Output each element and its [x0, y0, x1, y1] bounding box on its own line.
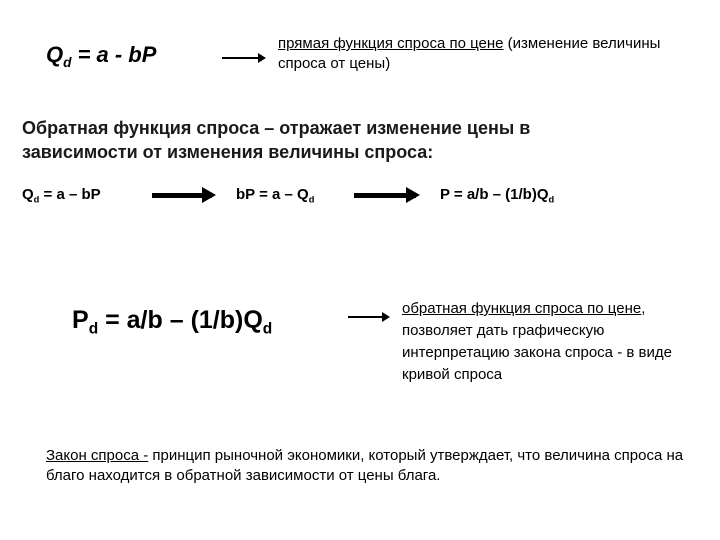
inverse-demand-heading: Обратная функция спроса – отражает изменение цены в зависимости от изменения величины спроса: — [22, 118, 531, 162]
chain-step-2 — [236, 186, 314, 204]
chain-q: Q — [22, 186, 34, 203]
chain-q-subscript: d — [33, 194, 40, 205]
definition-term: прямая функция спроса по цене — [278, 35, 504, 52]
chain-step-3 — [440, 186, 554, 204]
law-of-demand — [46, 446, 686, 486]
chain-rest: = a – bP — [39, 186, 101, 203]
formula-q-subscript: d — [262, 320, 273, 338]
formula-inverse-demand — [72, 306, 272, 338]
arrow-right-icon — [222, 57, 264, 59]
chain-step-2-text: bP = a – Q — [236, 186, 309, 203]
chain-step-2-subscript: d — [308, 194, 315, 205]
definition-text: , позволяет дать графическую интерпретацию закона спроса - в виде кривой спроса — [402, 300, 672, 383]
chain-step-1 — [22, 186, 101, 204]
thick-arrow-right-icon — [354, 193, 416, 198]
formula-p: P — [72, 306, 89, 334]
thick-arrow-right-icon — [152, 193, 212, 198]
definition-text: (изменение величины спроса от цены) — [278, 35, 661, 72]
formula-mid: = a/b – (1/b)Q — [98, 306, 263, 334]
chain-step-3-text: P = a/b – (1/b)Q — [440, 186, 549, 203]
formula-p-subscript: d — [88, 320, 99, 338]
chain-step-3-subscript: d — [548, 194, 555, 205]
inverse-demand-definition — [402, 298, 692, 386]
formula-q: Q — [46, 42, 64, 67]
law-text: принцип рыночной экономики, который утверждает, что величина спроса на благо находится в обратной зависимости от цены блага. — [46, 447, 684, 484]
formula-rest: = a - bP — [71, 42, 157, 67]
law-term: Закон спроса - — [46, 447, 149, 464]
formula-q-subscript: d — [63, 54, 72, 70]
direct-demand-definition — [278, 34, 698, 74]
formula-direct-demand — [46, 42, 156, 70]
arrow-right-icon — [348, 316, 388, 318]
definition-term: обратная функция спроса по цене — [402, 300, 642, 317]
